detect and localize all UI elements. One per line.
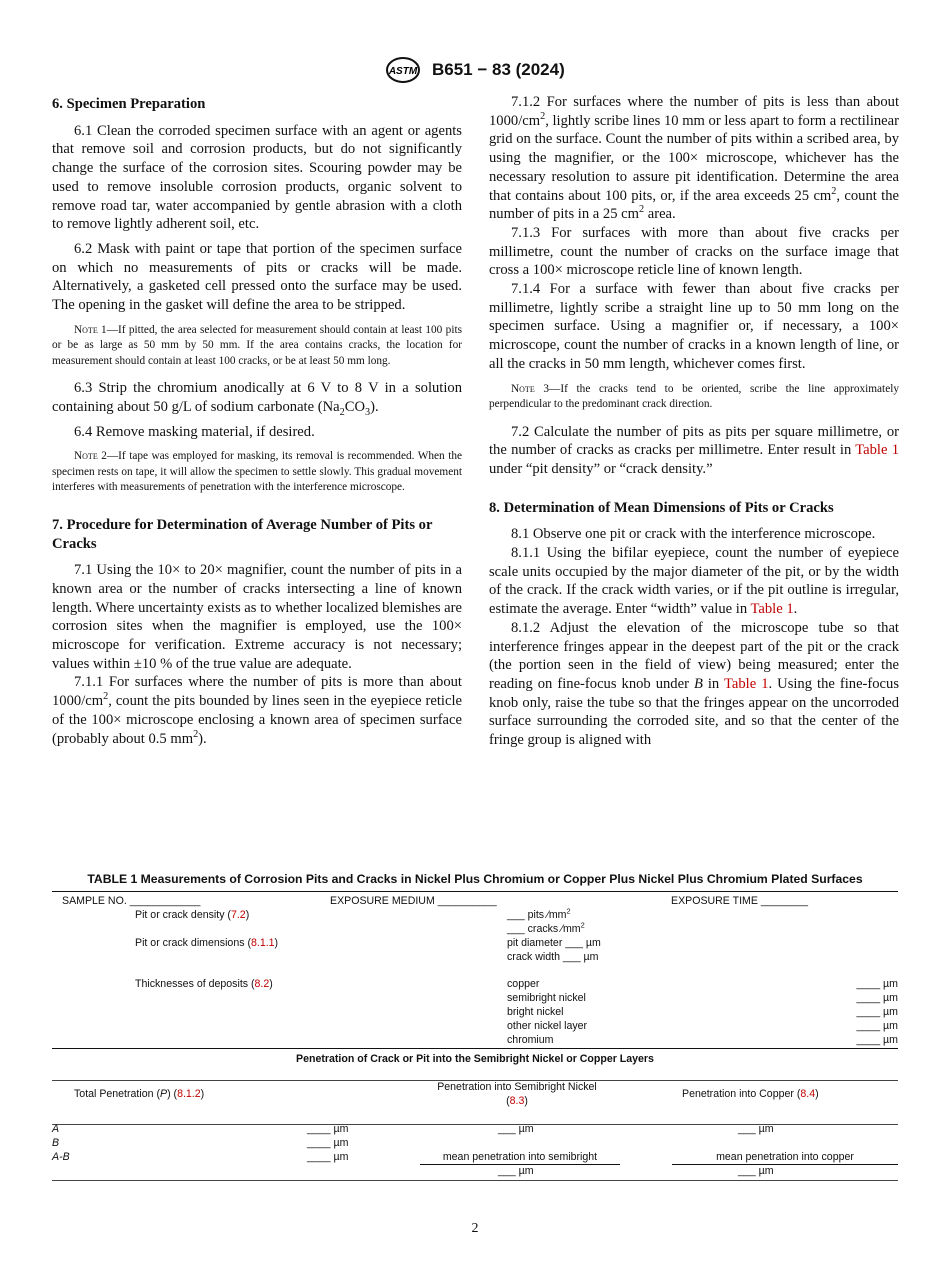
text-run: 2 bbox=[103, 691, 109, 703]
text-run: 7.1.3 For surfaces with more than about five cracks per millimetre, count the number of cracks on the surface image that cross a 100× microscope reticle line of known length. bbox=[489, 224, 899, 279]
table-link[interactable]: Table 1 bbox=[723, 675, 769, 692]
mean-copper: mean penetration into copper bbox=[672, 1150, 898, 1165]
mean-semibright-value: ___ µm bbox=[498, 1165, 534, 1177]
deposit-label: copper bbox=[507, 978, 540, 990]
section-heading bbox=[52, 516, 462, 553]
semibright-header: Penetration into Semibright Nickel (8.3) bbox=[437, 1081, 597, 1107]
astm-logo-icon bbox=[385, 56, 421, 84]
designation: B651 − 83 (2024) bbox=[431, 60, 565, 79]
deposit-label: semibright nickel bbox=[507, 992, 586, 1004]
deposit-label: chromium bbox=[507, 1034, 554, 1046]
paragraph bbox=[489, 525, 899, 544]
page-header bbox=[0, 56, 950, 84]
text-run: 7.2 Calculate the number of pits as pits per square millimetre, or the number of cracks as cracks per millimetre. Enter result in bbox=[489, 423, 899, 459]
crack-width: crack width ___ µm bbox=[507, 951, 599, 963]
row-label: A bbox=[52, 1123, 60, 1135]
text-run: 2 bbox=[638, 204, 645, 216]
sample-no: SAMPLE NO. ____________ bbox=[62, 895, 201, 907]
paragraph bbox=[489, 224, 899, 280]
text-run: 8.1.2 Adjust the elevation of the microscope tube so that interference fringes appear in the deepest part of the pit or the crack (the portion seen in the field of view) being measured; enter the reading on fine-focus knob under bbox=[489, 619, 899, 692]
paragraph bbox=[489, 619, 899, 750]
text-run: , lightly scribe lines 10 mm or less apart to form a rectilinear grid on the surface. Count the number of pits within a scribed area, by using the magnifier, or the 100× microscope, whichever has the necessary resolution to assure pit identification. Determine the area that contains about 100 pits, or, if the area exceeds 25 cm bbox=[489, 112, 899, 204]
paragraph bbox=[489, 93, 899, 224]
ref-link[interactable]: 8.1.1 bbox=[250, 937, 275, 949]
total-value: ____ µm bbox=[307, 1151, 349, 1163]
pit-diameter: pit diameter ___ µm bbox=[507, 937, 601, 949]
text-run: 6.2 Mask with paint or tape that portion of the specimen surface on which no measurements of pits or cracks will be made. Alternatively, a gasketed cell pressed onto the surface may be used. The opening in the gasket will define the area to be stripped. bbox=[52, 240, 462, 314]
density-label: Pit or crack density (7.2) bbox=[135, 909, 250, 921]
total-value: ____ µm bbox=[307, 1123, 349, 1135]
mean-semibright: mean penetration into semibright bbox=[420, 1150, 620, 1165]
text-run: 3—If the cracks tend to be oriented, scribe the line approximately perpendicular to the predominant crack direction. bbox=[489, 382, 899, 411]
text-run: 1—If pitted, the area selected for measurement should contain at least 100 pits or be as large as 50 mm by 50 mm. If the area contains cracks, the location for measurement should contain at least 100 cracks, or be at least 50 mm long. bbox=[52, 323, 462, 367]
left-column bbox=[52, 93, 462, 748]
section-heading bbox=[489, 499, 899, 518]
ref-link[interactable]: 7.2 bbox=[230, 909, 246, 921]
note bbox=[489, 382, 899, 413]
right-column bbox=[489, 93, 899, 750]
text-run: 8. Determination of Mean Dimensions of Pits or Cracks bbox=[489, 499, 834, 516]
text-run: area. bbox=[644, 206, 676, 223]
text-run: 2 bbox=[193, 728, 199, 740]
row-label: B bbox=[52, 1137, 60, 1149]
deposit-value: ____ µm bbox=[856, 978, 898, 990]
text-run: under “pit density” or “crack density.” bbox=[489, 460, 713, 477]
ref-link[interactable]: 8.1.2 bbox=[177, 1088, 201, 1100]
table-1 bbox=[52, 872, 898, 1177]
page-number: 2 bbox=[471, 1221, 479, 1236]
text-run: 6. Specimen Preparation bbox=[52, 96, 206, 112]
row-label: A-B bbox=[52, 1151, 70, 1163]
deposit-value: ____ µm bbox=[856, 1034, 898, 1046]
deposit-value: ____ µm bbox=[856, 1020, 898, 1032]
text-run: . Using the fine-focus knob only, raise the tube so that the fringes appear on the uncorroded surface surrounding the corroded site, and so that the center of the fringe group is aligned with bbox=[489, 675, 900, 749]
text-run: Note bbox=[511, 382, 535, 395]
deposit-label: other nickel layer bbox=[507, 1020, 588, 1032]
paragraph bbox=[489, 280, 899, 374]
text-run: in bbox=[702, 675, 724, 692]
table-title: TABLE 1 Measurements of Corrosion Pits and Cracks in Nickel Plus Chromium or Copper Plus Nickel Plus Chromium Plated Surfaces bbox=[87, 872, 863, 886]
text-run: 7.1.1 For surfaces where the number of pits is more than about 1000/cm bbox=[52, 674, 462, 710]
pits-per-mm2: ___ pits $⁄mm^2$ bbox=[507, 906, 571, 921]
text-run: . bbox=[793, 601, 798, 618]
text-run: 7.1.4 For a surface with fewer than about five cracks per millimetre, lightly scribe a straight line up to 50 mm long on the specimen surface. Using a magnifier or, if necessary, a 100× microscope, count the number of cracks in a known length of line, or all the cracks in 50 mm length, whichever comes first. bbox=[489, 281, 899, 372]
text-run: 7.1 Using the 10× to 20× magnifier, count the number of pits in a known area or the number of cracks intersecting a line of known length. Where uncertainty exists as to whether localized blemishes are corrosion sites when the magnifier is employed, use the 100× microscope for verification. Extreme accuracy is not necessary; values within ±10 % of the true value are adequate. bbox=[52, 562, 462, 672]
text-run: B bbox=[693, 675, 703, 692]
ref-link[interactable]: 8.2 bbox=[254, 978, 270, 990]
paragraph bbox=[52, 379, 462, 416]
text-run: CO bbox=[344, 398, 365, 415]
total-value: ____ µm bbox=[307, 1137, 349, 1149]
text-run: 7. Procedure for Determination of Average Number of Pits or Cracks bbox=[52, 516, 433, 552]
text-run: ). bbox=[370, 398, 379, 415]
text-run: 3 bbox=[365, 406, 371, 418]
note bbox=[52, 323, 462, 370]
paragraph bbox=[489, 423, 899, 479]
thickness-label: Thicknesses of deposits (8.2) bbox=[135, 978, 273, 990]
text-run: 6.1 Clean the corroded specimen surface with an agent or agents that remove soil and corrosion products, but do not significantly change the surface of the corrosion sites. Scouring powder may be used to remove insoluble corrosion products, organic solvent to remove road tar, water accompanied by gentle abrasion with a cloth to remove lightly adherent soil, etc. bbox=[52, 122, 462, 233]
text-run: , count the pits bounded by lines seen in the eyepiece reticle of the 100× microscope enclosing a known area of specimen surface (probably about 0.5 mm bbox=[52, 693, 462, 747]
text-run: 6.3 Strip the chromium anodically at 6 V to 8 V in a solution containing about 50 g/L of sodium carbonate (Na bbox=[52, 380, 462, 415]
text-run: 2 bbox=[831, 185, 837, 197]
paragraph bbox=[52, 122, 462, 234]
deposit-value: ____ µm bbox=[856, 992, 898, 1004]
section-heading bbox=[52, 95, 462, 114]
paragraph bbox=[52, 561, 462, 673]
cracks-per-mm2: ___ cracks $⁄mm^2$ bbox=[507, 920, 585, 935]
copper-header: Penetration into Copper (8.4) bbox=[682, 1088, 819, 1100]
dimensions-label: Pit or crack dimensions (8.1.1) bbox=[135, 937, 279, 949]
paragraph bbox=[489, 544, 899, 619]
note bbox=[52, 449, 462, 496]
ref-link[interactable]: 8.4 bbox=[800, 1088, 816, 1100]
copper-value: ___ µm bbox=[738, 1123, 774, 1135]
text-run: 2 bbox=[339, 406, 345, 418]
table-link[interactable]: Table 1 bbox=[855, 442, 900, 459]
text-run: 2—If tape was employed for masking, its removal is recommended. When the specimen rests on tape, it will allow the specimen to settle slowly. This gradual movement interferes with measurements of penetration with the interference microscope. bbox=[52, 450, 462, 494]
exposure-time: EXPOSURE TIME ________ bbox=[671, 895, 809, 907]
deposit-label: bright nickel bbox=[507, 1006, 564, 1018]
section-heading: Penetration of Crack or Pit into the Semibright Nickel or Copper Layers bbox=[296, 1053, 654, 1065]
exposure-medium: EXPOSURE MEDIUM __________ bbox=[330, 895, 497, 907]
text-run: Note bbox=[74, 450, 98, 463]
deposit-value: ____ µm bbox=[856, 1006, 898, 1018]
text-run: ). bbox=[198, 730, 207, 747]
paragraph bbox=[52, 240, 462, 315]
total-penetration-header: Total Penetration (P) (8.1.2) bbox=[74, 1088, 205, 1100]
text-run: 6.4 Remove masking material, if desired. bbox=[74, 423, 315, 440]
text-run: 8.1.1 Using the bifilar eyepiece, count the number of eyepiece scale units occupied by the major diameter of the pit, or by the width of the crack. If the crack width varies, or if the pit outline is irregular, estimate the average. Enter “width” value in bbox=[489, 545, 899, 618]
text-run: Note bbox=[74, 323, 98, 336]
paragraph bbox=[52, 673, 462, 748]
text-run: 7.1.2 For surfaces where the number of pits is less than about 1000/cm bbox=[489, 94, 899, 129]
text-run: , count the number of pits in a 25 cm bbox=[489, 187, 899, 223]
text-run: 2 bbox=[540, 110, 546, 122]
paragraph bbox=[52, 423, 462, 442]
table-link[interactable]: Table 1 bbox=[750, 601, 794, 618]
semibright-value: ___ µm bbox=[498, 1123, 534, 1135]
text-run: 8.1 Observe one pit or crack with the interference microscope. bbox=[511, 526, 876, 543]
ref-link[interactable]: 8.3 bbox=[509, 1095, 525, 1107]
svg-text:ASTM: ASTM bbox=[389, 66, 418, 77]
mean-copper-value: ___ µm bbox=[738, 1165, 774, 1177]
